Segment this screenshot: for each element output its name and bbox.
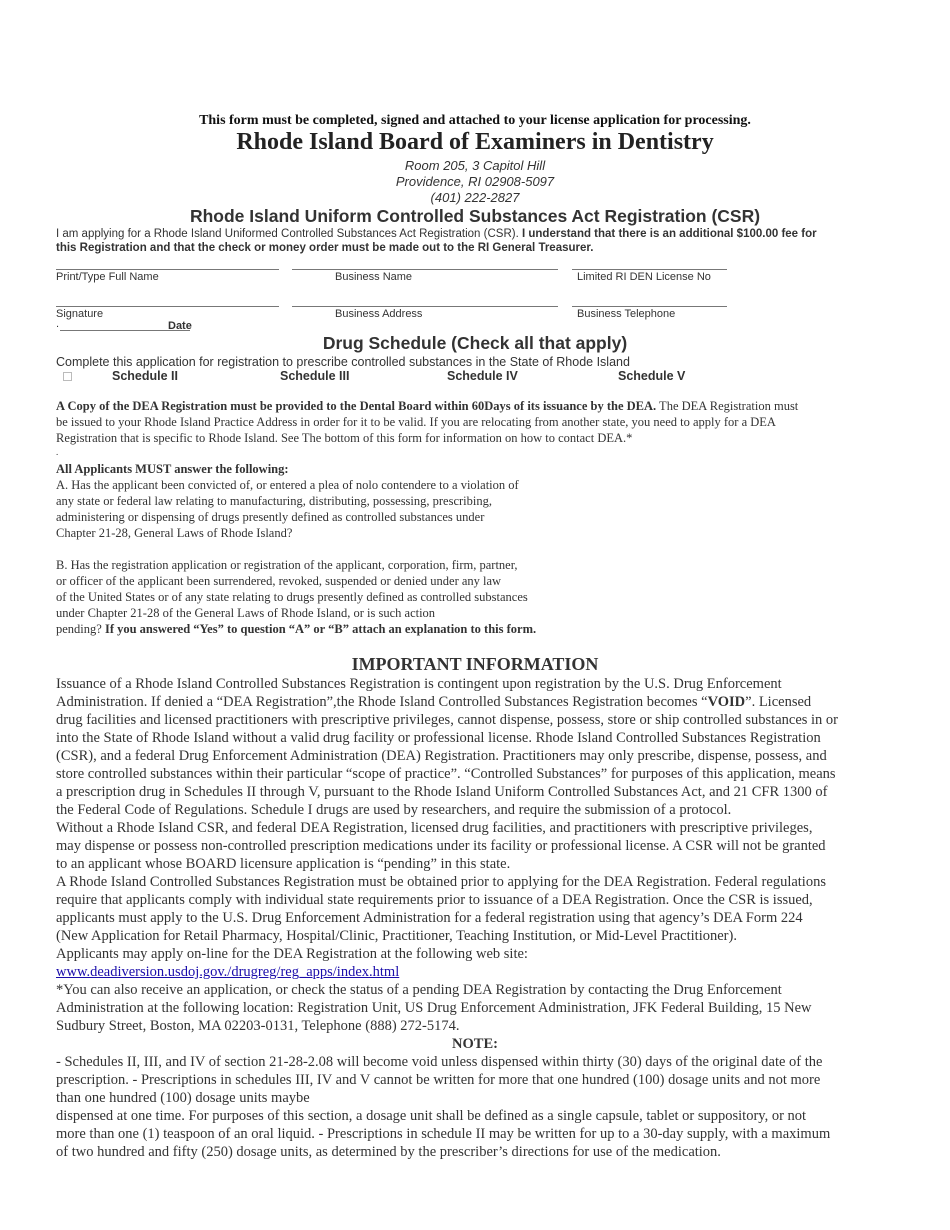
question-b-pending: pending? (56, 622, 105, 636)
intro-bold-2: this Registration and that the check or money order must be made out to the RI General Treasurer. (56, 242, 594, 254)
schedule-iv[interactable]: Schedule IV (447, 369, 518, 383)
questions-heading: All Applicants MUST answer the following: (56, 462, 289, 476)
void-text: VOID (707, 694, 746, 710)
business-phone-field[interactable] (572, 306, 727, 307)
important-line: Issuance of a Rhode Island Controlled Substances Registration is contingent upon registration by the U.S. Drug Enforcement (56, 676, 782, 692)
schedule-title: Drug Schedule (Check all that apply) (322, 333, 628, 353)
question-b-block (56, 557, 536, 637)
important-line: applicants must apply to the U.S. Drug Enforcement Administration for a federal registration using that agency’s DEA Form 224 (56, 910, 803, 926)
business-name-label: Business Name (335, 271, 413, 283)
license-no-field[interactable] (572, 269, 727, 270)
dea-website-link[interactable]: www.deadiversion.usdoj.gov./drugreg/reg_apps/index.html (56, 964, 400, 980)
important-line: a prescription drug in Schedules II through V, pursuant to the Rhode Island Uniform Controlled Substances Act, and 21 CFR 1300 of (56, 784, 828, 800)
intro-normal: I am applying for a Rhode Island Uniformed Controlled Substances Act Registration (CSR). (56, 228, 522, 240)
license-no-label: Limited RI DEN License No (577, 271, 711, 283)
note-line: - Schedules II, III, and IV of section 21-28-2.08 will become void unless dispensed within thirty (30) days of the original date of the (56, 1054, 823, 1070)
question-b-line: or officer of the applicant been surrendered, revoked, suspended or denied under any law (56, 574, 502, 588)
schedule-iii[interactable]: Schedule III (280, 369, 350, 383)
address-line-2: Providence, RI 02908-5097 (395, 174, 555, 189)
important-line: may dispense or possess non-controlled prescription medications under its facility or professional license. A CSR will not be granted (56, 838, 826, 854)
important-line: Administration. If denied a “DEA Registration”,the Rhode Island Controlled Substances Registration becomes “ (56, 694, 708, 710)
important-title: IMPORTANT INFORMATION (351, 654, 599, 674)
contact-line: *You can also receive an application, or check the status of a pending DEA Registration by contacting the Drug Enforcement (56, 982, 782, 998)
important-line: A Rhode Island Controlled Substances Registration must be obtained prior to applying for the DEA Registration. Federal regulations (56, 874, 826, 890)
form-notice: This form must be completed, signed and attached to your license application for processing. (199, 113, 751, 128)
schedule-v[interactable]: Schedule V (618, 369, 686, 383)
contact-line: Sudbury Street, Boston, MA 02203-0131, Telephone (888) 272-5174. (56, 1018, 460, 1034)
date-prefix: . (56, 318, 60, 330)
dea-bold: A Copy of the DEA Registration must be provided to the Dental Board within 60Days of its issuance by the DEA. (56, 399, 657, 413)
important-line: Without a Rhode Island CSR, and federal DEA Registration, licensed drug facilities, and practitioners with prescriptive privileges, (56, 820, 813, 836)
question-a-line: any state or federal law relating to manufacturing, distributing, possessing, prescribing, (56, 494, 492, 508)
date-label: Date (168, 320, 192, 332)
csr-title: Rhode Island Uniform Controlled Substances Act Registration (CSR) (189, 206, 761, 226)
full-name-field[interactable] (56, 269, 279, 270)
intro-bold-1: I understand that there is an additional $100.00 fee for (521, 228, 817, 240)
note-line: of two hundred and fifty (250) dosage units, as determined by the prescriber’s directions for use of the medication. (56, 1144, 721, 1160)
question-a-line: A. Has the applicant been convicted of, or entered a plea of nolo contendere to a violation of (56, 478, 519, 492)
important-line: store controlled substances within their particular “scope of practice”. “Controlled Substances” for purposes of this application, means (56, 766, 836, 782)
important-line: ”. Licensed (745, 694, 812, 710)
important-line: into the State of Rhode Island without a valid drug facility or professional license. Rhode Island Controlled Substances Registration (56, 730, 821, 746)
dea-line-3: Registration that is specific to Rhode Island. See The bottom of this form for information on how to contact DEA.* (56, 431, 633, 445)
schedule-checkbox[interactable] (63, 372, 72, 381)
dea-dot: . (56, 447, 59, 457)
questions-block (56, 461, 519, 541)
business-address-field[interactable] (292, 306, 558, 307)
important-line: Applicants may apply on-line for the DEA Registration at the following web site: (56, 946, 528, 962)
board-title: Rhode Island Board of Examiners in Dentistry (236, 129, 714, 155)
business-phone-label: Business Telephone (577, 308, 676, 320)
question-b-line: of the United States or of any state relating to drugs presently defined as controlled substances (56, 590, 528, 604)
question-a-line: Chapter 21-28, General Laws of Rhode Island? (56, 526, 293, 540)
note-line: prescription. - Prescriptions in schedules III, IV and V cannot be written for more that one hundred (100) dosage units and not more (56, 1072, 821, 1088)
business-address-label: Business Address (335, 308, 423, 320)
signature-label: Signature (56, 308, 104, 320)
important-line: (New Application for Retail Pharmacy, Hospital/Clinic, Practitioner, Teaching Institution, or Mid-Level Practitioner). (56, 928, 737, 944)
question-a-line: administering or dispensing of drugs presently defined as controlled substances under (56, 510, 485, 524)
question-b-instruction: If you answered “Yes” to question “A” or “B” attach an explanation to this form. (104, 622, 537, 636)
important-line: drug facilities and licensed practitioners with prescriptive privileges, cannot dispense, possess, store or ship controlled substances in or (56, 712, 839, 728)
dea-line-1-rest: The DEA Registration must (656, 399, 799, 413)
important-line: the Federal Code of Regulations. Schedule I drugs are used by researchers, and require the submission of a protocol. (56, 802, 732, 818)
note-line: dispensed at one time. For purposes of this section, a dosage unit shall be defined as a single capsule, tablet or suppository, or not (56, 1108, 807, 1124)
intro-text (56, 228, 817, 240)
important-line: require that applicants comply with individual state requirements prior to issuance of a DEA Registration. Once the CSR is issued, (56, 892, 813, 908)
important-line: (CSR), and a federal Drug Enforcement Administration (DEA) Registration. Practitioners may only prescribe, dispense, possess, and (56, 748, 827, 764)
important-body (56, 675, 894, 1161)
dea-paragraph (56, 398, 798, 458)
contact-line: Administration at the following location: Registration Unit, US Drug Enforcement Administration, JFK Federal Building, 15 New (56, 1000, 812, 1016)
business-name-field[interactable] (292, 269, 558, 270)
note-title: NOTE: (452, 1036, 498, 1052)
dea-line-2: be issued to your Rhode Island Practice Address in order for it to be valid. If you are relocating from another state, you need to apply for a DEA (56, 415, 776, 429)
note-line: than one hundred (100) dosage units maybe (56, 1090, 310, 1106)
signature-field[interactable] (56, 306, 279, 307)
question-b-line: under Chapter 21-28 of the General Laws of Rhode Island, or is such action (56, 606, 436, 620)
address-line-1: Room 205, 3 Capitol Hill (404, 158, 546, 173)
schedule-ii[interactable]: Schedule II (112, 369, 178, 383)
full-name-label: Print/Type Full Name (56, 271, 159, 283)
important-line: to an applicant whose BOARD licensure application is “pending” in this state. (56, 856, 511, 872)
schedule-subtitle: Complete this application for registration to prescribe controlled substances in the State of Rhode Island (56, 355, 630, 369)
board-phone: (401) 222-2827 (430, 190, 520, 205)
note-line: more than one (1) teaspoon of an oral liquid. - Prescriptions in schedule II may be written for up to a 30-day supply, with a maximum (56, 1126, 831, 1142)
question-b-line: B. Has the registration application or registration of the applicant, corporation, firm, partner, (56, 558, 518, 572)
